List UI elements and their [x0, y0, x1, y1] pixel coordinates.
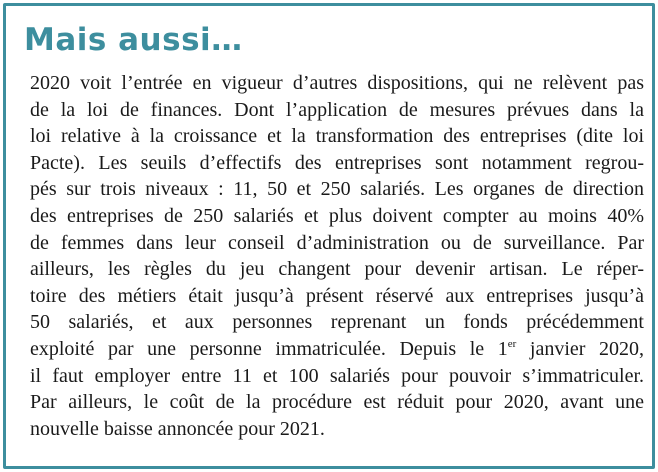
text-line: pés sur trois niveaux : 11, 50 et 250 salariés. Les organes de direction [30, 178, 644, 201]
text-line: loi relative à la croissance et la transformation des entreprises (dite loi [30, 125, 644, 148]
text-line: toire des métiers était jusqu’à présent réservé aux entreprises jusqu’à [30, 284, 644, 307]
text-line: de femmes dans leur conseil d’administration ou de surveillance. Par [30, 231, 644, 254]
text-fragment: exploité par une personne immatriculée. Depuis le 1 [30, 337, 508, 360]
text-line: des entreprises de 250 salariés et plus doivent compter au moins 40% [30, 204, 644, 227]
text-line: ailleurs, les règles du jeu changent pour devenir artisan. Le réper- [30, 258, 644, 281]
text-fragment: janvier 2020, [516, 337, 644, 360]
body-paragraph [30, 70, 644, 442]
text-line: il faut employer entre 11 et 100 salariés pour pouvoir s’immatriculer. [30, 364, 644, 387]
text-line: 50 salariés, et aux personnes reprenant un fonds précédemment [30, 311, 644, 334]
box-title: Mais aussi… [24, 22, 243, 58]
text-line-with-superscript [30, 336, 644, 363]
text-line: Pacte). Les seuils d’effectifs des entreprises sont notamment regrou- [30, 151, 644, 174]
text-line: nouvelle baisse annoncée pour 2021. [30, 417, 325, 440]
text-line: Par ailleurs, le coût de la procédure est réduit pour 2020, avant une [30, 391, 644, 414]
info-box [3, 3, 655, 469]
text-line: de la loi de finances. Dont l’application de mesures prévues dans la [30, 98, 644, 121]
ordinal-superscript: er [507, 337, 517, 350]
text-line: 2020 voit l’entrée en vigueur d’autres dispositions, qui ne relèvent pas [30, 72, 644, 94]
